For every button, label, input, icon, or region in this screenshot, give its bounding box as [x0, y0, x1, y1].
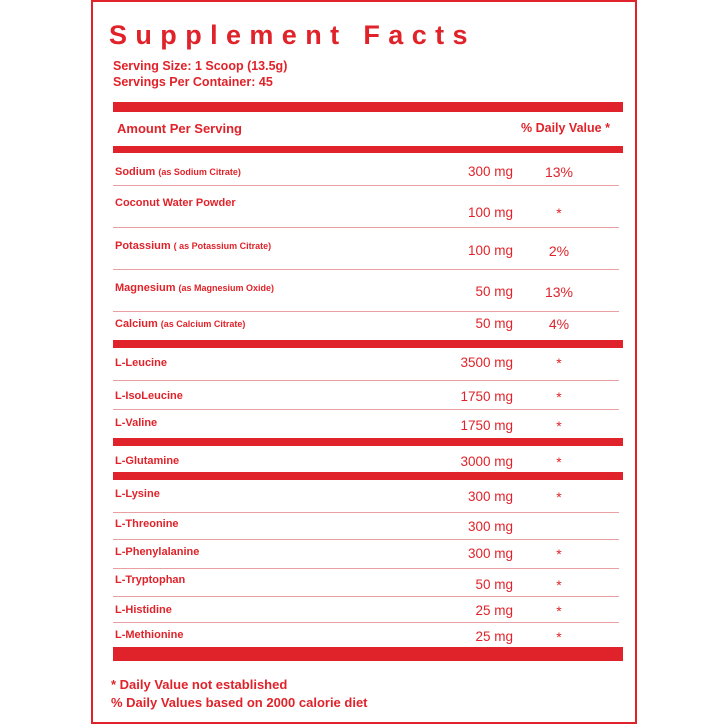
nutrient-name	[115, 390, 183, 402]
nutrient-amount: 1750 mg	[460, 418, 513, 433]
nutrient-name-text: Coconut Water Powder	[115, 197, 236, 209]
nutrient-name	[115, 197, 239, 209]
nutrient-name	[115, 240, 271, 252]
thick-bar-bottom	[113, 647, 623, 661]
row-divider	[113, 409, 619, 410]
nutrient-daily-value: 13%	[544, 284, 574, 300]
nutrient-name	[115, 282, 274, 294]
section-bar-2	[113, 438, 623, 446]
row-divider	[113, 227, 619, 228]
nutrient-name	[115, 629, 183, 641]
nutrient-amount: 3500 mg	[460, 355, 513, 370]
nutrient-name-text: L-Methionine	[115, 629, 184, 641]
nutrient-daily-value: *	[556, 629, 562, 645]
supplement-facts-panel	[91, 0, 637, 724]
nutrient-amount: 25 mg	[475, 629, 513, 644]
nutrient-name-text: L-Threonine	[115, 518, 179, 530]
nutrient-amount: 300 mg	[467, 519, 513, 534]
nutrient-name	[115, 318, 245, 330]
nutrient-name	[115, 455, 179, 467]
nutrient-amount: 3000 mg	[460, 454, 513, 469]
nutrient-name-text: L-Histidine	[115, 604, 172, 616]
nutrient-amount: 25 mg	[475, 603, 513, 618]
nutrient-daily-value: *	[556, 454, 562, 470]
daily-value-header: % Daily Value *	[521, 121, 610, 135]
nutrient-daily-value: *	[556, 577, 562, 593]
nutrient-amount: 50 mg	[475, 316, 513, 331]
nutrient-source: (as Sodium Citrate)	[158, 167, 241, 177]
serving-size: Serving Size: 1 Scoop (13.5g)	[113, 59, 288, 73]
nutrient-name	[115, 574, 185, 586]
nutrient-amount: 300 mg	[467, 164, 513, 179]
nutrient-name	[115, 417, 157, 429]
row-divider	[113, 512, 619, 513]
nutrient-name	[115, 546, 199, 558]
nutrient-name-text: Calcium	[115, 318, 158, 330]
nutrient-name-text: Sodium	[115, 166, 156, 178]
nutrient-source: (as Magnesium Oxide)	[178, 283, 275, 293]
nutrient-name-text: L-IsoLeucine	[115, 390, 183, 402]
row-divider	[113, 596, 619, 597]
servings-per-container: Servings Per Container: 45	[113, 75, 273, 89]
nutrient-source: (as Calcium Citrate)	[160, 319, 246, 329]
row-divider	[113, 380, 619, 381]
nutrient-name-text: L-Glutamine	[115, 455, 180, 467]
nutrient-amount: 1750 mg	[460, 389, 513, 404]
nutrient-name-text: L-Valine	[115, 417, 158, 429]
nutrient-daily-value: *	[556, 418, 562, 434]
row-divider	[113, 185, 619, 186]
nutrient-daily-value: *	[556, 603, 562, 619]
nutrient-daily-value: *	[556, 546, 562, 562]
footnote-daily-value: * Daily Value not established	[111, 677, 288, 692]
nutrient-name	[115, 166, 241, 178]
nutrient-name-text: L-Leucine	[115, 357, 167, 369]
row-divider	[113, 539, 619, 540]
nutrient-name	[115, 604, 172, 616]
nutrient-name-text: Potassium	[115, 240, 171, 252]
nutrient-daily-value: *	[556, 389, 562, 405]
thick-bar-top	[113, 102, 623, 112]
header-bar	[113, 146, 623, 153]
section-bar-1	[113, 340, 623, 348]
nutrient-source: ( as Potassium Citrate)	[173, 241, 272, 251]
nutrient-amount: 50 mg	[475, 284, 513, 299]
row-divider	[113, 311, 619, 312]
nutrient-name	[115, 357, 167, 369]
row-divider	[113, 622, 619, 623]
nutrient-daily-value: *	[556, 489, 562, 505]
nutrient-daily-value: *	[556, 355, 562, 371]
section-bar-3	[113, 472, 623, 480]
nutrient-name-text: L-Lysine	[115, 488, 160, 500]
nutrient-amount: 50 mg	[475, 577, 513, 592]
row-divider	[113, 269, 619, 270]
nutrient-amount: 300 mg	[467, 546, 513, 561]
panel-title: Supplement Facts	[109, 20, 476, 50]
nutrient-name	[115, 488, 160, 500]
nutrient-amount: 100 mg	[467, 243, 513, 258]
nutrient-daily-value: 13%	[544, 164, 574, 180]
nutrient-name-text: Magnesium	[115, 282, 176, 294]
nutrient-amount: 100 mg	[467, 205, 513, 220]
nutrient-daily-value: *	[556, 205, 562, 221]
nutrient-daily-value: 4%	[548, 316, 570, 332]
nutrient-amount: 300 mg	[467, 489, 513, 504]
nutrient-name	[115, 518, 179, 530]
nutrient-name-text: L-Phenylalanine	[115, 546, 200, 558]
nutrient-daily-value: 2%	[548, 243, 570, 259]
nutrient-name-text: L-Tryptophan	[115, 574, 186, 586]
amount-per-serving-header: Amount Per Serving	[117, 121, 242, 136]
footnote-calorie-diet: % Daily Values based on 2000 calorie diet	[111, 695, 368, 710]
row-divider	[113, 568, 619, 569]
